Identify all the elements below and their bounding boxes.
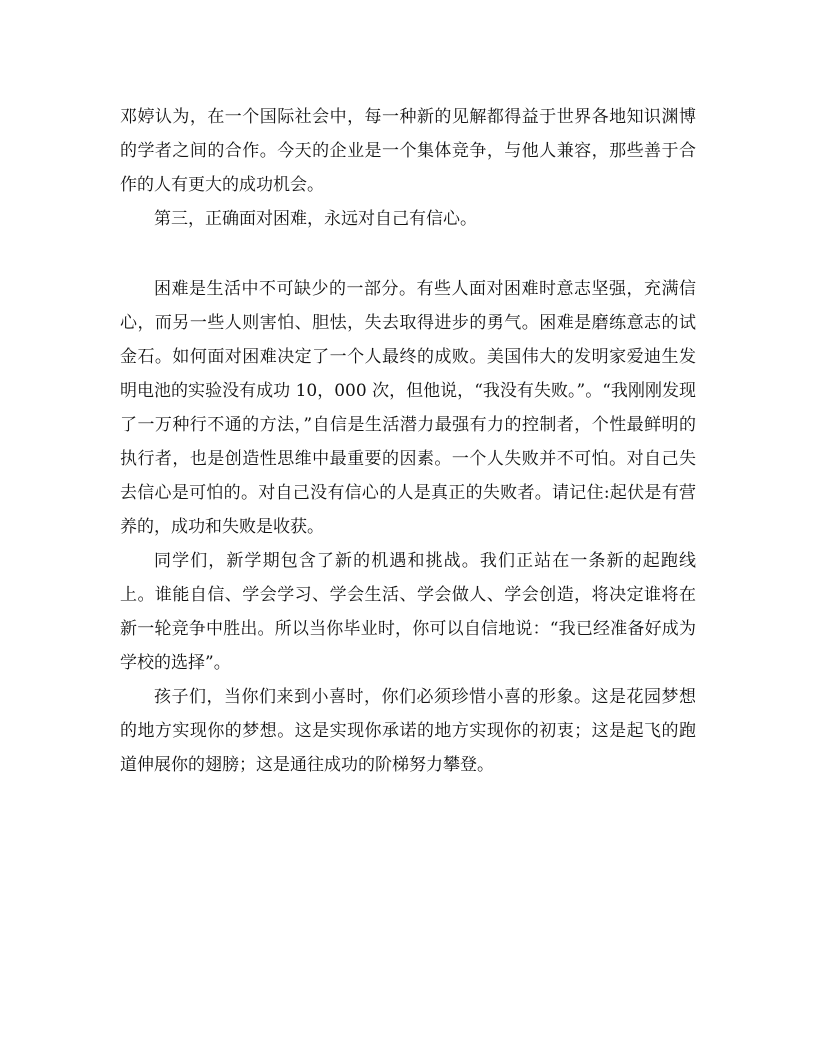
paragraph-difficulties: 困难是生活中不可缺少的一部分。有些人面对困难时意志坚强，充满信心，而另一些人则害怕、胆怯，失去取得进步的勇气。困难是磨练意志的试金石。如何面对困难决定了一个人最终的成败。美国伟大的发明家爱迪生发明电池的实验没有成功 10，000 次，但他说，“我没有失败。”。“我刚刚发现了一万种行不通的方法，”自信是生活潜力最强有力的控制者，个性最鲜明的执行者，也是创造性思维中最重要的因素。一个人失败并不可怕。对自己失去信心是可怕的。对自己没有信心的人是真正的失败者。请记住:起伏是有营养的，成功和失败是收获。 <box>120 279 696 537</box>
paragraph-cooperation: 邓婷认为，在一个国际社会中，每一种新的见解都得益于世界各地知识渊博的学者之间的合作。今天的企业是一个集体竞争，与他人兼容，那些善于合作的人有更大的成功机会。 <box>120 107 696 195</box>
paragraph-children: 孩子们，当你们来到小喜时，你们必须珍惜小喜的形象。这是花园梦想的地方实现你的梦想。这是实现你承诺的地方实现你的初衷；这是起飞的跑道伸展你的翅膀；这是通往成功的阶梯努力攀登。 <box>120 687 696 775</box>
paragraph-new-semester: 同学们，新学期包含了新的机遇和挑战。我们正站在一条新的起跑线上。谁能自信、学会学习、学会生活、学会做人、学会创造，将决定谁将在新一轮竞争中胜出。所以当你毕业时，你可以自信地说：“我已经准备好成为学校的选择”。 <box>120 551 696 673</box>
document-body <box>120 100 696 782</box>
paragraph-spacer <box>120 236 696 272</box>
paragraph-third-point-heading: 第三，正确面对困难，永远对自己有信心。 <box>154 209 477 229</box>
